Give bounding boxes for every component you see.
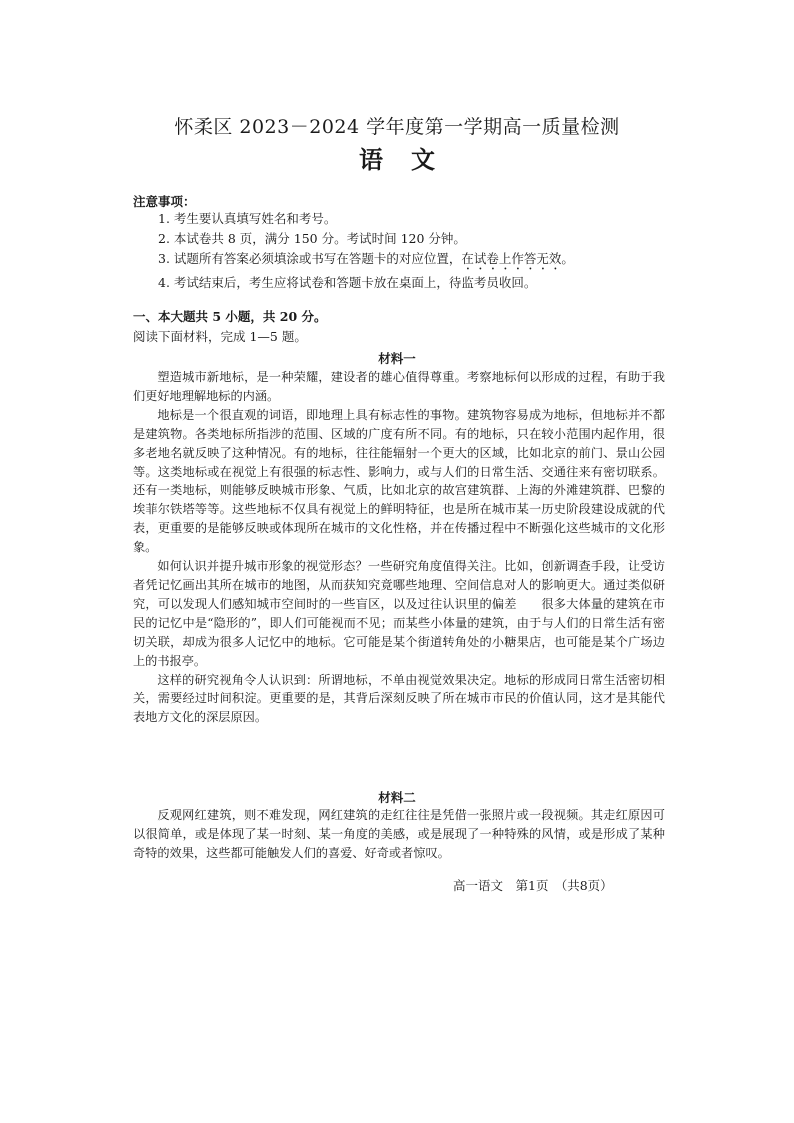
section-heading: 一、本大题共 5 小题，共 20 分。 bbox=[133, 309, 327, 324]
material1-paragraph: 地标是一个很直观的词语，即地理上具有标志性的事物。建筑物容易成为地标，但地标并不都是建筑物。各类地标所指涉的范围、区域的广度有所不同。有的地标，只在较小范围内起作用，很多老地名就反映了这种情况。有的地标，往往能辐射一个更大的区域，比如北京的前门、景山公园等。这类地标或在视觉上有很强的标志性、影响力，或与人们的日常生活、交通往来有密切联系。还有一类地标，则能够反映城市形象、气质，比如北京的故宫建筑群、上海的外滩建筑群、巴黎的埃菲尔铁塔等等。这些地标不仅具有视觉上的鲜明特征，也是所在城市某一历史阶段建设成就的代表，更重要的是能够反映或体现所在城市的文化性格，并在传播过程中不断强化这些城市的文化形象。 bbox=[133, 407, 665, 555]
material1-paragraph: 这样的研究视角令人认识到：所谓地标，不单由视觉效果决定。地标的形成同日常生活密切相关，需要经过时间积淀。更重要的是，其背后深刻反映了所在城市市民的价值认同，这才是其能代表地方文化的深层原因。 bbox=[133, 672, 665, 725]
section-instruction: 阅读下面材料，完成 1—5 题。 bbox=[133, 329, 307, 344]
notice-item-2: 2. 本试卷共 8 页，满分 150 分。考试时间 120 分钟。 bbox=[158, 231, 466, 246]
notice-item-4: 4. 考试结束后，考生应将试卷和答题卡放在桌面上，待监考员收回。 bbox=[158, 275, 537, 290]
material1-body bbox=[133, 368, 665, 727]
exam-subject: 语文 bbox=[359, 145, 463, 174]
notice-heading: 注意事项： bbox=[133, 194, 196, 209]
material2-title: 材料二 bbox=[378, 790, 416, 805]
notice-item-3 bbox=[158, 249, 698, 273]
notice-item-1: 1. 考生要认真填写姓名和考号。 bbox=[158, 211, 337, 226]
notice-item-3-text: 3. 试题所有答案必须填涂或书写在答题卡的对应位置， bbox=[158, 251, 462, 266]
notice-list bbox=[158, 209, 698, 293]
page-footer: 高一语文 第1页 （共8页） bbox=[453, 878, 613, 893]
material1-paragraph: 塑造城市新地标，是一种荣耀，建设者的雄心值得尊重。考察地标何以形成的过程，有助于我们更好地理解地标的内涵。 bbox=[133, 370, 665, 403]
exam-title: 怀柔区 2023－2024 学年度第一学期高一质量检测 bbox=[174, 116, 620, 138]
material1-paragraph: 如何认识并提升城市形象的视觉形态？一些研究角度值得关注。比如，创新调查手段，让受访者凭记忆画出其所在城市的地图，从而获知究竟哪些地理、空间信息对人的影响更大。通过类似研究，可以发现人们感知城市空间时的一些盲区，以及过往认识里的偏差 很多大体量的建筑在市民的记忆中是“隐形的”，即人们可能视而不见；而某些小体量的建筑，由于与人们的日常生活有密切关联，却成为很多人记忆中的地标。它可能是某个街道转角处的小糖果店，也可能是某个广场边上的书报亭。 bbox=[133, 559, 665, 668]
material1-title: 材料一 bbox=[378, 351, 416, 366]
material2-paragraph: 反观网红建筑，则不难发现，网红建筑的走红往往是凭借一张照片或一段视频。其走红原因可以很简单，或是体现了某一时刻、某一角度的美感，或是展现了一种特殊的风情，或是形成了某种奇特的效果，这些都可能触发人们的喜爱、好奇或者惊叹。 bbox=[133, 808, 665, 860]
material2-body bbox=[133, 806, 665, 863]
notice-item-3-emphasis: 在试卷上作答无效。 bbox=[461, 251, 574, 266]
